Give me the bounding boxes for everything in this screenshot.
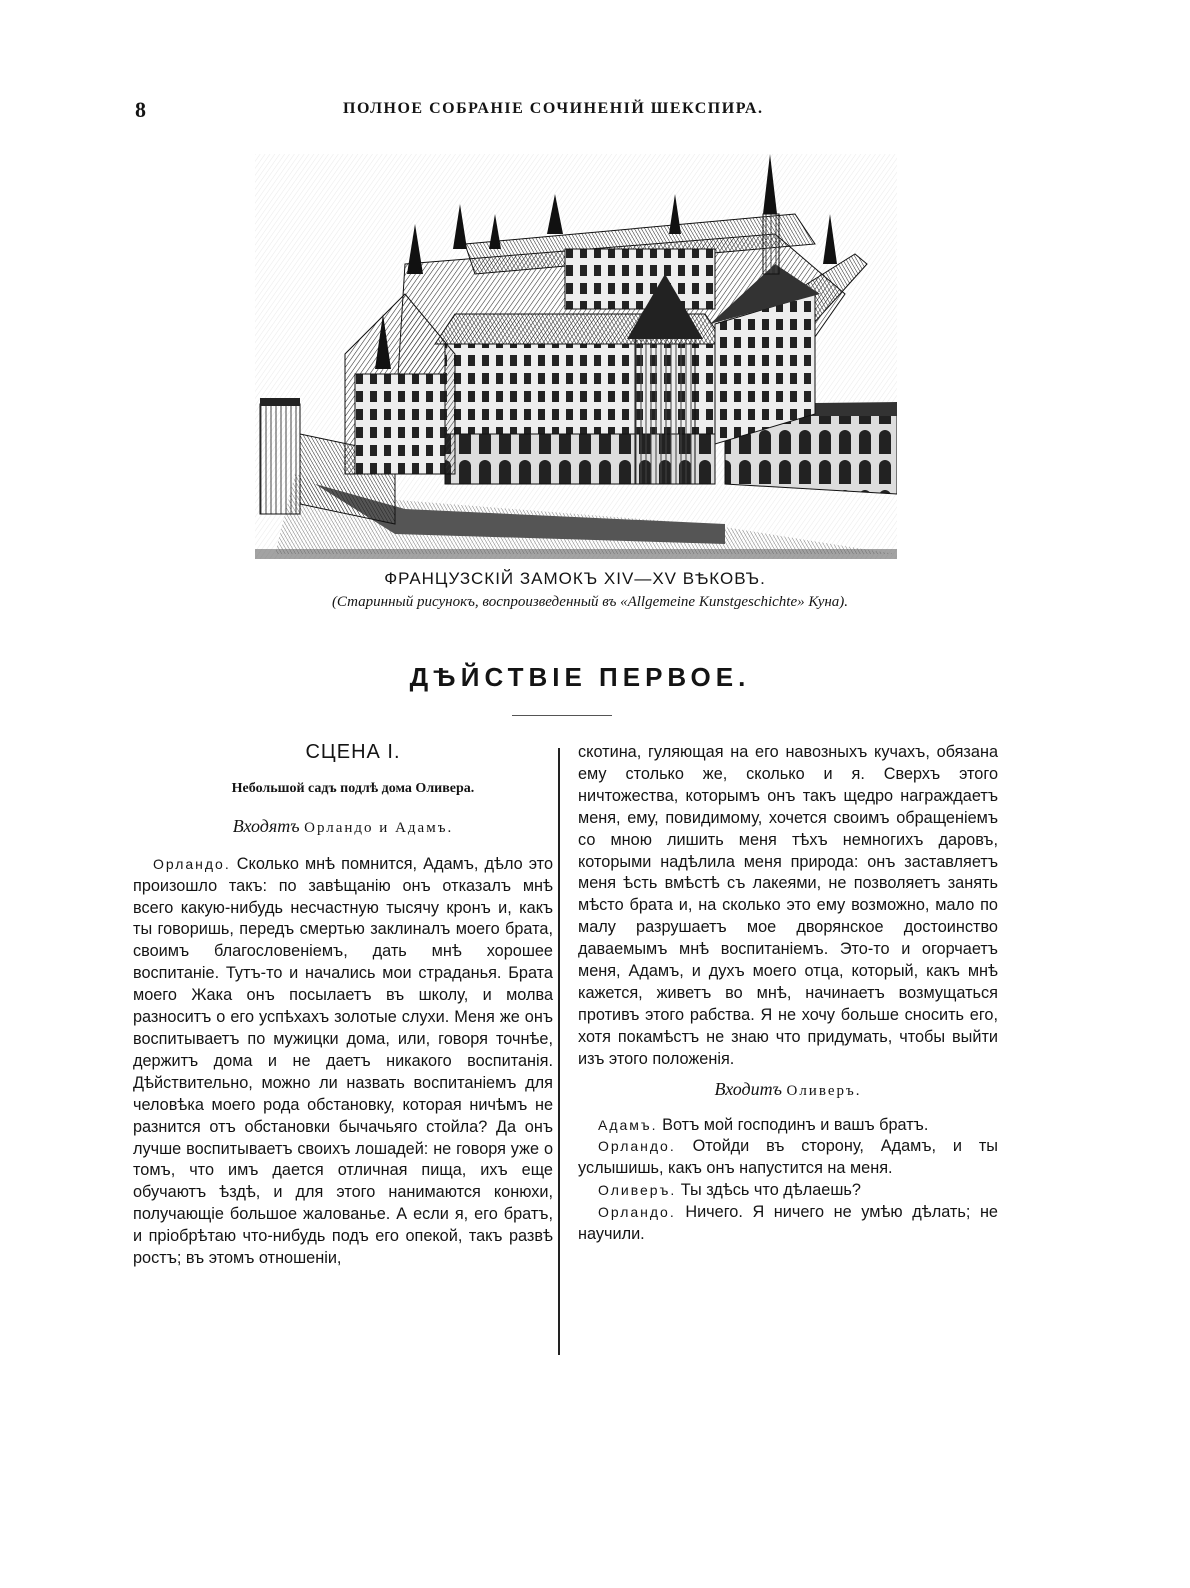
running-title: ПОЛНОЕ СОБРАНІЕ СОЧИНЕНІЙ ШЕКСПИРА.	[343, 100, 764, 117]
speech-text: Сколько мнѣ помнится, Адамъ, дѣло это произошло такъ: по завѣщанію онъ отказалъ мнѣ всего какую-нибудь несчастную тысячу кронъ и, какъ ты говоришь, передъ смертью заклиналъ моего брата, своимъ благословеніемъ, дать мнѣ хорошее воспитаніе. Тутъ-то и начались мои страданья. Брата моего Жака онъ посылаетъ въ школу, и молва разноситъ о его успѣхахъ золотые слухи. Меня же онъ воспитываетъ по мужицки дома, или, говоря точнѣе, держитъ дома и не даетъ никакого воспитанія. Дѣйствительно, можно ли назвать воспитаніемъ для человѣка моего рода обстановку, которая ничѣмъ не разнится отъ обстановки бычачьяго стойла? Да онъ лучше воспитываетъ своихъ лошадей: не говоря уже о томъ, что имъ дается отличная пища, ихъ еще обучаютъ ѣздѣ, и для этого нанимаются конюхи, получающіе большое жалованье. А если я, его братъ, и пріобрѣтаю что-нибудь подъ его опекой, такъ развѣ ростъ; въ этомъ отношеніи,	[133, 854, 554, 1268]
right-column	[578, 742, 998, 1246]
speech-text: Ты здѣсь что дѣлаешь?	[680, 1181, 861, 1200]
speech-continuation: скотина, гуляющая на его навозныхъ кучахъ, обязана ему столько же, сколько и я. Сверхъ этого ничтожества, которымъ онъ такъ щедро награждаетъ меня, ему, повидимому, хочется своимъ обращеніемъ со мною лишить меня тѣхъ немногихъ даровъ, которыми надѣлила меня природа: онъ заставляетъ меня ѣсть вмѣстѣ съ лакеями, не позволяетъ занять мѣсто брата и, на сколько это ему возможно, мало по малу разрушаетъ мое дворянское достоинство даваемымъ мнѣ воспитаніемъ. Это-то и огорчаетъ меня, Адамъ, и духъ моего отца, который, какъ мнѣ кажется, живетъ во мнѣ, начинаетъ возмущаться противъ этого рабства. Я не хочу больше сносить его, хотя покамѣстъ не знаю что придумать, чтобы выйти изъ этого положенія.	[578, 743, 998, 1068]
speaker-name: Адамъ.	[598, 1116, 658, 1133]
running-head	[135, 97, 835, 129]
stage-names: Оливеръ.	[786, 1082, 862, 1099]
dialogue-line	[578, 1136, 998, 1180]
dialogue-line	[133, 854, 553, 1270]
stage-direction-enter	[578, 1079, 998, 1103]
scene-title: СЦЕНА I.	[305, 741, 401, 763]
stage-verb: Входятъ	[232, 815, 300, 836]
speaker-name: Орландо.	[598, 1204, 676, 1221]
speech-text: Отойди въ сторону, Адамъ, и ты услышишь, какъ онъ напустится на меня.	[578, 1137, 998, 1178]
scene-setting: Небольшой садъ подлѣ дома Оливера.	[231, 780, 475, 796]
castle-engraving	[255, 154, 897, 559]
dialogue-line	[578, 1180, 998, 1202]
speaker-name: Оливеръ.	[598, 1182, 677, 1199]
speech-text: Вотъ мой господинъ и вашъ братъ.	[662, 1115, 929, 1134]
left-column	[133, 742, 553, 1270]
act-title: ДѢЙСТВІЕ ПЕРВОЕ.	[409, 662, 751, 692]
dialogue-line	[578, 1202, 998, 1246]
stage-names: Орландо и Адамъ.	[304, 819, 454, 836]
figure-caption-source: (Старинный рисунокъ, воспроизведенный въ «Allgemeine Kunstgeschichte» Куна).	[331, 594, 849, 610]
speaker-name: Орландо.	[153, 855, 231, 872]
castle-engraving-icon	[255, 154, 897, 559]
speech-text: Ничего. Я ничего не умѣю дѣлать; не научили.	[578, 1203, 998, 1244]
stage-verb: Входитъ	[714, 1078, 782, 1099]
column-divider	[558, 748, 560, 1355]
act-divider	[512, 715, 612, 716]
stage-direction-enter	[133, 816, 553, 840]
dialogue-line	[578, 1115, 998, 1137]
figure-caption-title: ФРАНЦУЗСКІЙ ЗАМОКЪ XIV—XV ВѢКОВЪ.	[384, 569, 766, 588]
speaker-name: Орландо.	[598, 1138, 676, 1155]
page-number: 8	[135, 97, 146, 122]
